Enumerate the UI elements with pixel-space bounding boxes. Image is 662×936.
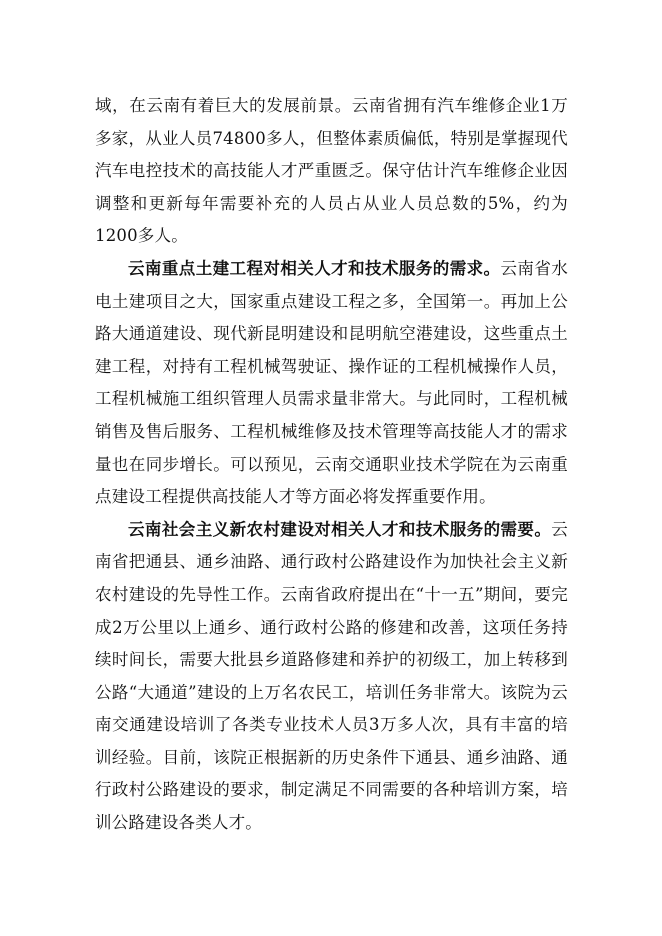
- paragraph-body: 云南省把通县、通乡油路、通行政村公路建设作为加快社会主义新农村建设的先导性工作。云南省政府提出在“十一五”期间，要完成2万公里以上通乡、通行政村公路的修建和改善，这项任务持续时间长，需要大批县乡道路修建和养护的初级工，加上转移到公路“大通道”建设的上万名农民工，培训任务非常大。该院为云南交通建设培训了各类专业技术人员3万多人次，具有丰富的培训经验。目前，该院正根据新的历史条件下通县、通乡油路、通行政村公路建设的要求，制定满足不同需要的各种培训方案，培训公路建设各类人才。: [95, 519, 568, 833]
- paragraph-new-countryside-demand: [95, 514, 568, 840]
- paragraph-continuation: [95, 90, 568, 253]
- paragraph-heading: 云南社会主义新农村建设对相关人才和技术服务的需要。: [128, 519, 552, 539]
- paragraph-heading: 云南重点土建工程对相关人才和技术服务的需求。: [128, 258, 501, 278]
- paragraph-body: 域，在云南有着巨大的发展前景。云南省拥有汽车维修企业1万多家，从业人员74800多人，但整体素质偏低，特别是掌握现代汽车电控技术的高技能人才严重匮乏。保守估计汽车维修企业因调整和更新每年需要补充的人员占从业人员总数的5%，约为1200多人。: [95, 96, 568, 246]
- paragraph-body: 云南省水电土建项目之大，国家重点建设工程之多，全国第一。再加上公路大通道建设、现代新昆明建设和昆明航空港建设，这些重点土建工程，对持有工程机械驾驶证、操作证的工程机械操作人员，工程机械施工组织管理人员需求量非常大。与此同时，工程机械销售及售后服务、工程机械维修及技术管理等高技能人才的需求量也在同步增长。可以预见，云南交通职业技术学院在为云南重点建设工程提供高技能人才等方面必将发挥重要作用。: [95, 258, 568, 507]
- paragraph-civil-engineering-demand: [95, 253, 568, 514]
- document-page: [95, 90, 568, 840]
